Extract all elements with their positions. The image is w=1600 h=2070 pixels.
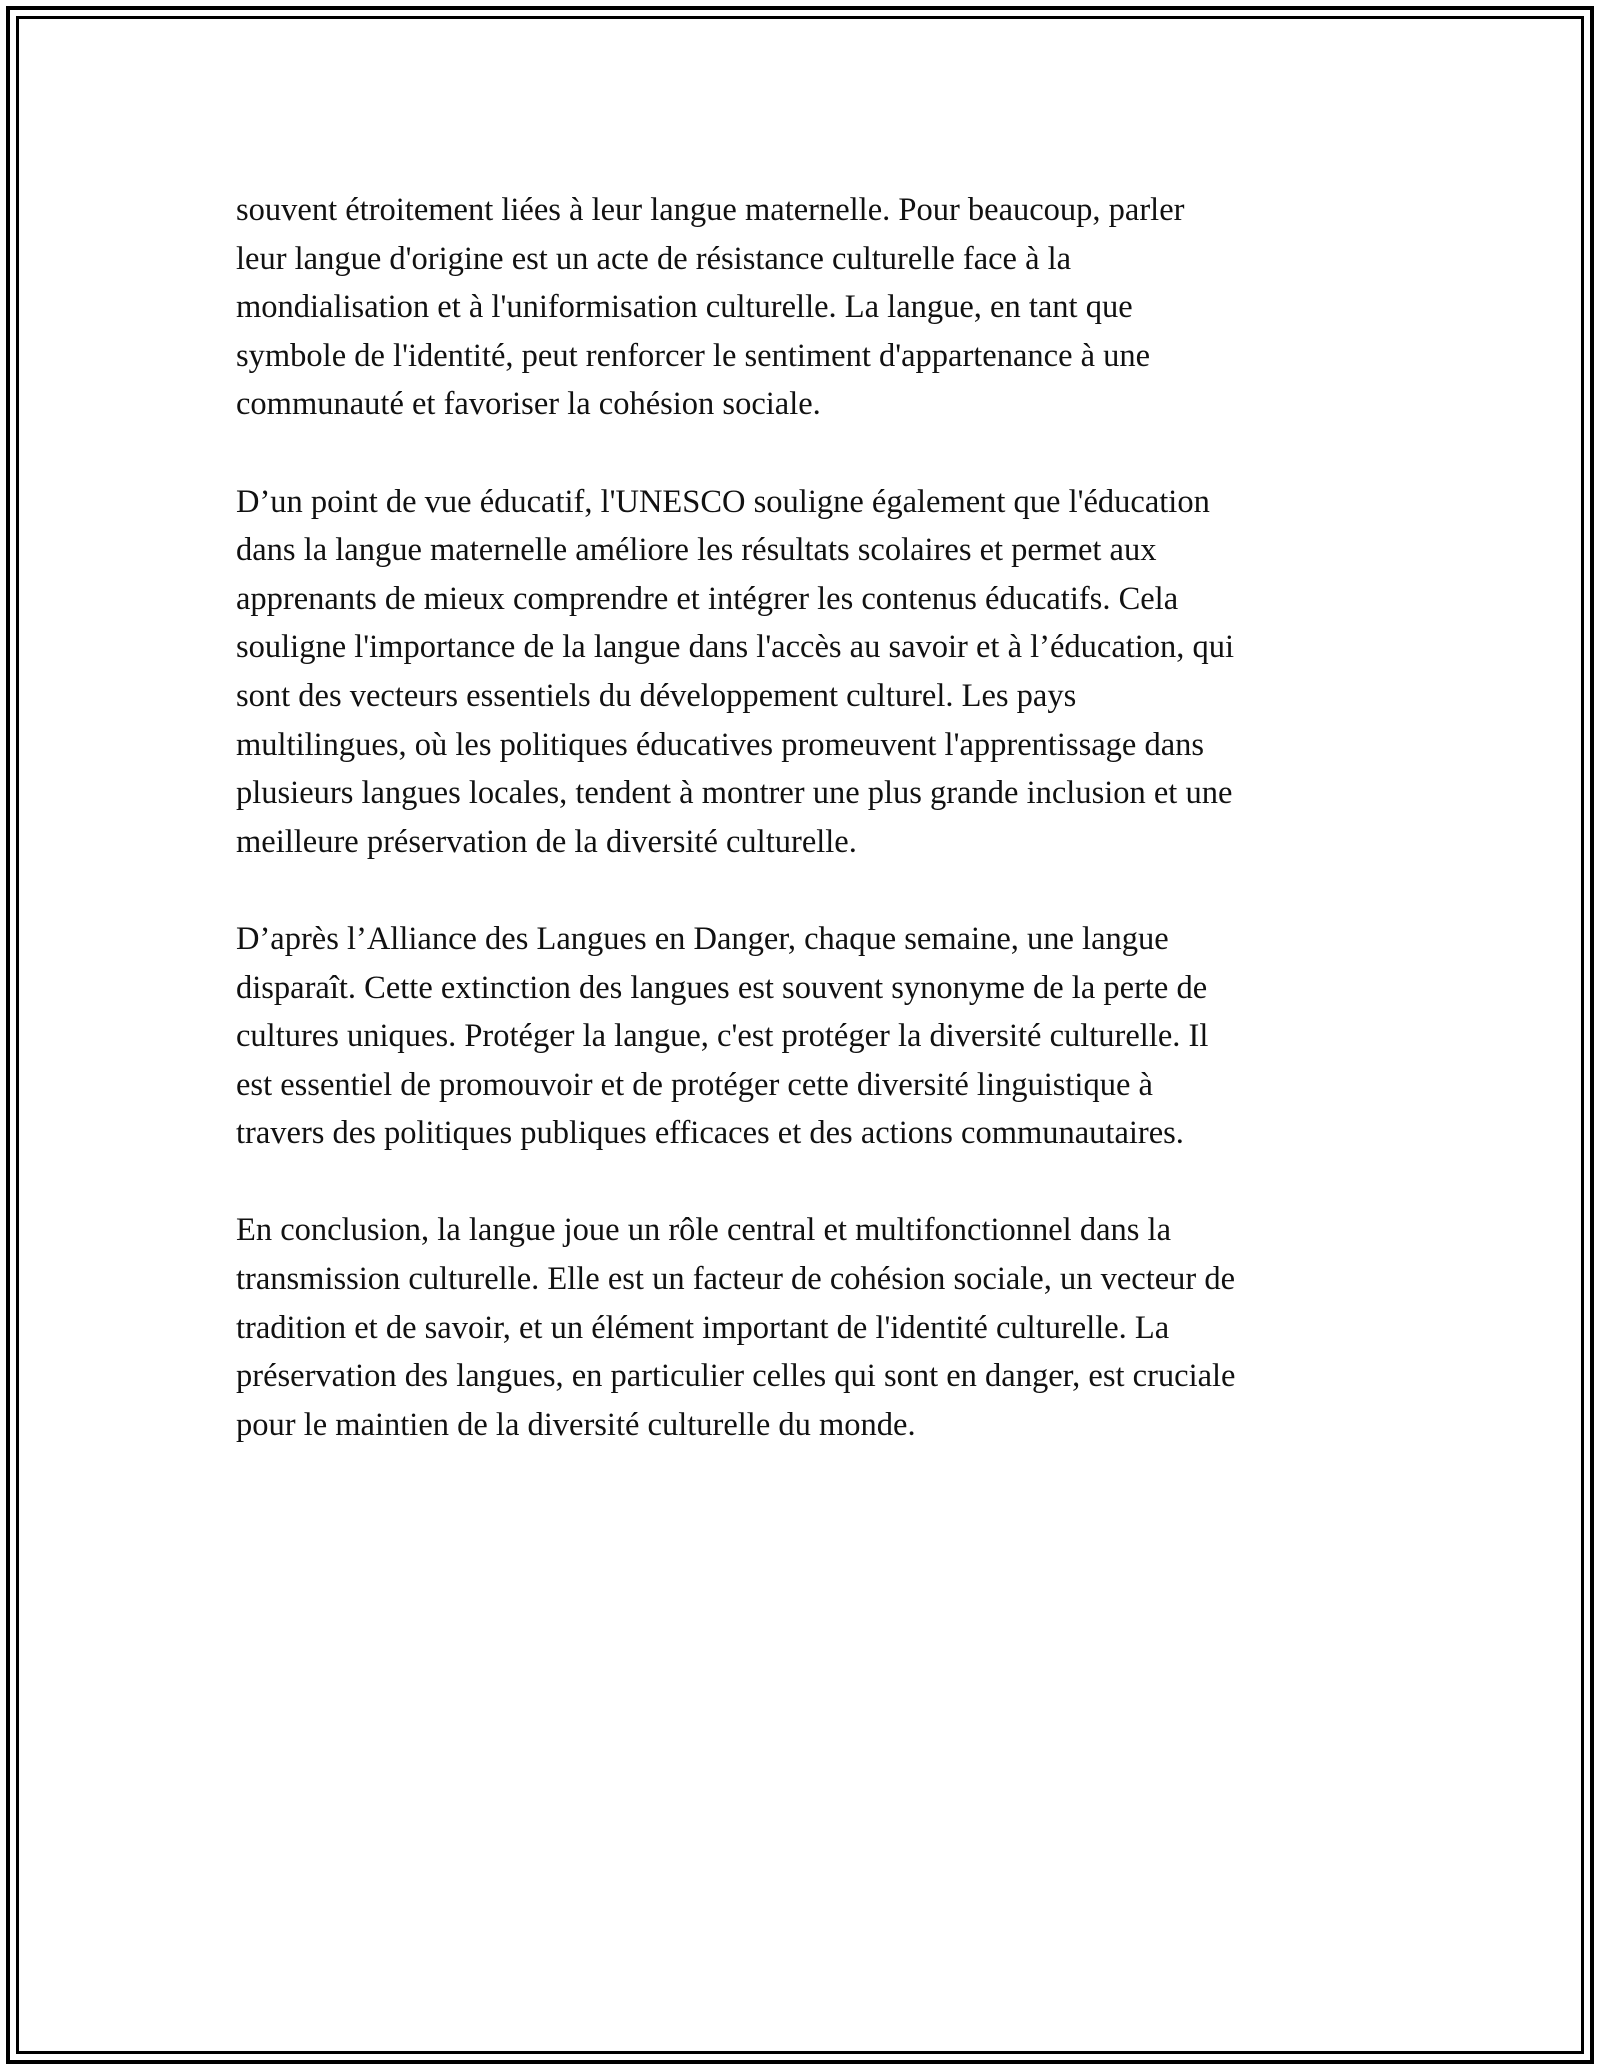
text-line: communauté et favoriser la cohésion sociale. [236, 386, 821, 423]
text-line: sont des vecteurs essentiels du développement culturel. Les pays [236, 677, 1077, 714]
text-line: cultures uniques. Protéger la langue, c'est protéger la diversité culturelle. Il [236, 1018, 1209, 1055]
text-line: D’un point de vue éducatif, l'UNESCO souligne également que l'éducation [236, 483, 1210, 520]
text-line: disparaît. Cette extinction des langues est souvent synonyme de la perte de [236, 969, 1208, 1006]
text-line: préservation des langues, en particulier celles qui sont en danger, est cruciale [236, 1358, 1236, 1395]
text-line: meilleure préservation de la diversité culturelle. [236, 823, 857, 860]
text-line: apprenants de mieux comprendre et intégrer les contenus éducatifs. Cela [236, 580, 1179, 617]
paragraph-conclusion [236, 1206, 1366, 1449]
text-line: leur langue d'origine est un acte de résistance culturelle face à la [236, 240, 1072, 277]
text-line: tradition et de savoir, et un élément important de l'identité culturelle. La [236, 1309, 1170, 1346]
text-line: travers des politiques publiques efficaces et des actions communautaires. [236, 1115, 1184, 1152]
text-line: souvent étroitement liées à leur langue maternelle. Pour beaucoup, parler [236, 192, 1185, 228]
text-line: multilingues, où les politiques éducatives promeuvent l'apprentissage dans [236, 726, 1205, 763]
text-line: transmission culturelle. Elle est un facteur de cohésion sociale, un vecteur de [236, 1261, 1236, 1298]
paragraph-endangered-languages [236, 915, 1366, 1158]
text-line: D’après l’Alliance des Langues en Danger, chaque semaine, une langue [236, 920, 1169, 957]
text-line: plusieurs langues locales, tendent à montrer une plus grande inclusion et une [236, 775, 1233, 812]
text-line: souligne l'importance de la langue dans l'accès au savoir et à l’éducation, qui [236, 629, 1235, 666]
text-line: est essentiel de promouvoir et de protéger cette diversité linguistique à [236, 1066, 1153, 1103]
paragraph-education [236, 478, 1366, 867]
document-body [236, 186, 1366, 1498]
text-line: En conclusion, la langue joue un rôle central et multifonctionnel dans la [236, 1212, 1171, 1249]
text-line: mondialisation et à l'uniformisation culturelle. La langue, en tant que [236, 289, 1133, 326]
text-line: dans la langue maternelle améliore les résultats scolaires et permet aux [236, 532, 1157, 569]
text-line: symbole de l'identité, peut renforcer le sentiment d'appartenance à une [236, 337, 1151, 374]
text-line: pour le maintien de la diversité culturelle du monde. [236, 1406, 916, 1443]
paragraph-identity [236, 186, 1366, 429]
